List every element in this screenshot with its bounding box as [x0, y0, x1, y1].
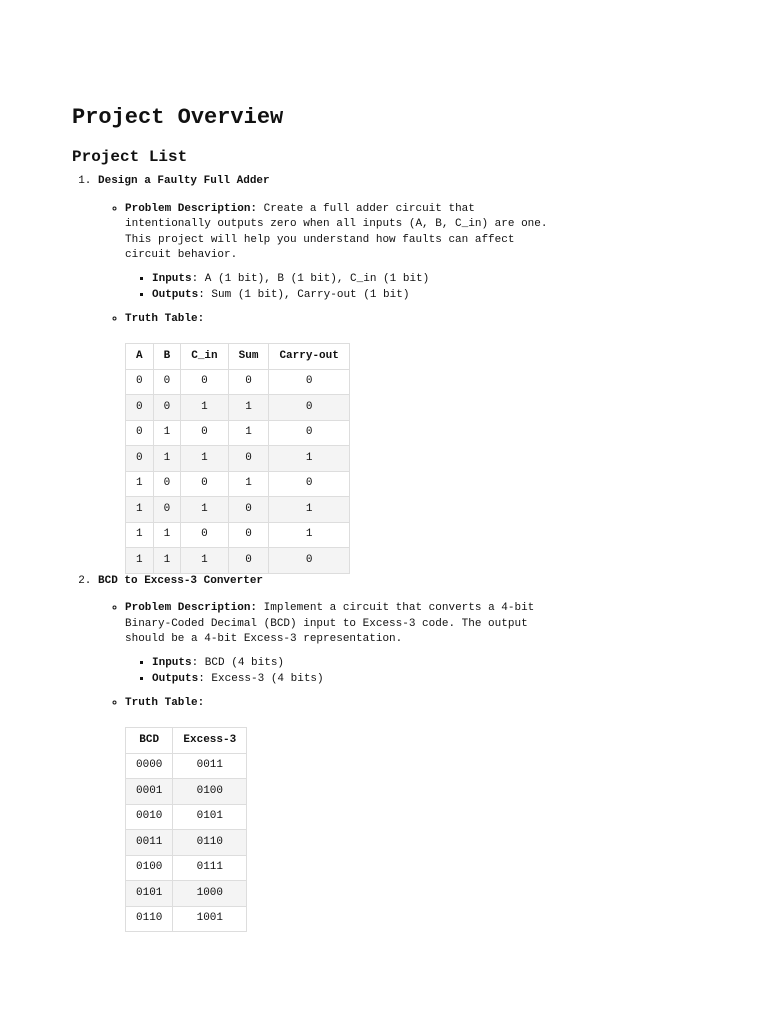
truth-table [125, 727, 247, 932]
problem-description [125, 202, 565, 264]
truth-table-label: Truth Table: [125, 312, 205, 325]
inputs-text: : A (1 bit), B (1 bit), C_in (1 bit) [191, 272, 430, 285]
table-cell: 0 [181, 471, 228, 497]
table-row [126, 881, 247, 907]
table-cell: 0 [228, 369, 269, 395]
table-cell: 1 [269, 522, 349, 548]
io-list [125, 272, 712, 304]
table-cell: 0 [269, 471, 349, 497]
table-header-cell: Excess-3 [173, 728, 247, 754]
table-cell: 0101 [126, 881, 173, 907]
truth-table-item [125, 312, 712, 574]
document-page [72, 100, 712, 932]
outputs-text: : Excess-3 (4 bits) [198, 673, 324, 685]
project-list [72, 174, 712, 932]
table-cell: 0 [228, 548, 269, 574]
outputs-text: : Sum (1 bit), Carry-out (1 bit) [198, 289, 410, 301]
table-cell: 1 [228, 471, 269, 497]
table-row [126, 395, 350, 421]
table-cell: 0 [126, 395, 154, 421]
table-row [126, 779, 247, 805]
table-cell: 0 [269, 420, 349, 446]
project-item-1 [98, 174, 712, 574]
inputs-label: Inputs [152, 272, 192, 285]
table-cell: 0 [153, 497, 181, 523]
table-cell: 0 [126, 369, 154, 395]
table-cell: 0000 [126, 753, 173, 779]
table-cell: 1 [181, 395, 228, 421]
table-cell: 0 [228, 497, 269, 523]
table-cell: 1 [126, 497, 154, 523]
project-title: BCD to Excess-3 Converter [98, 574, 264, 587]
table-cell: 0011 [126, 830, 173, 856]
table-cell: 0 [181, 420, 228, 446]
table-cell: 0011 [173, 753, 247, 779]
table-cell: 0 [269, 548, 349, 574]
table-cell: 0100 [173, 779, 247, 805]
table-cell: 1 [126, 471, 154, 497]
problem-label: Problem Description: [125, 202, 258, 215]
table-row [126, 855, 247, 881]
table-cell: 0010 [126, 804, 173, 830]
table-cell: 0 [228, 522, 269, 548]
table-cell: 1 [153, 420, 181, 446]
outputs-label: Outputs [152, 289, 199, 301]
project-details [98, 601, 712, 932]
table-cell: 1 [228, 395, 269, 421]
table-cell: 0110 [173, 830, 247, 856]
section-title: Project List [72, 148, 188, 166]
io-list [125, 656, 712, 688]
inputs-label: Inputs [152, 656, 192, 669]
table-row [126, 753, 247, 779]
table-cell: 0 [228, 446, 269, 472]
table-cell: 0 [181, 522, 228, 548]
table-header-cell: BCD [126, 728, 173, 754]
table-header-cell: Carry-out [269, 344, 349, 370]
outputs-label: Outputs [152, 673, 199, 685]
truth-table [125, 343, 350, 574]
table-cell: 0001 [126, 779, 173, 805]
table-cell: 0111 [173, 855, 247, 881]
table-cell: 1 [181, 497, 228, 523]
table-cell: 1 [228, 420, 269, 446]
table-cell: 0110 [126, 906, 173, 932]
table-row [126, 906, 247, 932]
project-details [98, 202, 712, 574]
table-cell: 0101 [173, 804, 247, 830]
table-cell: 0 [269, 369, 349, 395]
table-cell: 1000 [173, 881, 247, 907]
page-title: Project Overview [72, 105, 284, 130]
inputs-text: : BCD (4 bits) [191, 656, 285, 669]
table-header-cell: C_in [181, 344, 228, 370]
table-cell: 1 [153, 446, 181, 472]
table-header-row [126, 344, 350, 370]
table-cell: 0 [181, 369, 228, 395]
table-row [126, 830, 247, 856]
table-cell: 0 [153, 369, 181, 395]
truth-table-label: Truth Table: [125, 696, 205, 709]
problem-text: Implement a circuit that converts a 4-bit Binary-Coded Decimal (BCD) input to Excess-3 code. The output should be a 4-bit Excess-3 representation. [125, 602, 535, 645]
problem-description [125, 601, 565, 648]
table-cell: 0 [153, 395, 181, 421]
project-item-2 [98, 574, 712, 933]
table-cell: 1 [269, 497, 349, 523]
table-cell: 1 [181, 446, 228, 472]
truth-table-item [125, 696, 712, 933]
table-cell: 0 [153, 471, 181, 497]
table-row [126, 471, 350, 497]
table-cell: 0 [269, 395, 349, 421]
problem-label: Problem Description: [125, 602, 258, 614]
table-cell: 1 [269, 446, 349, 472]
table-body [126, 753, 247, 932]
problem-text: Create a full adder circuit that intentionally outputs zero when all inputs (A, B, C_in) are one. This project will help you understand how faults can affect circuit behavior. [125, 202, 548, 261]
outputs-item [152, 672, 712, 688]
table-row [126, 804, 247, 830]
table-header-cell: B [153, 344, 181, 370]
inputs-item [152, 272, 712, 288]
table-header-row [126, 728, 247, 754]
table-cell: 1 [126, 548, 154, 574]
table-cell: 1 [153, 548, 181, 574]
table-row [126, 369, 350, 395]
table-header-cell: A [126, 344, 154, 370]
table-body [126, 369, 350, 573]
inputs-item [152, 656, 712, 672]
outputs-item [152, 288, 712, 304]
table-row [126, 420, 350, 446]
table-row [126, 497, 350, 523]
table-cell: 1 [181, 548, 228, 574]
project-title: Design a Faulty Full Adder [98, 175, 270, 187]
table-cell: 1 [126, 522, 154, 548]
problem-description-item [125, 202, 712, 304]
table-cell: 0 [126, 446, 154, 472]
table-cell: 1 [153, 522, 181, 548]
table-header-cell: Sum [228, 344, 269, 370]
table-row [126, 446, 350, 472]
table-cell: 0100 [126, 855, 173, 881]
table-cell: 1001 [173, 906, 247, 932]
table-row [126, 548, 350, 574]
problem-description-item [125, 601, 712, 688]
table-cell: 0 [126, 420, 154, 446]
table-row [126, 522, 350, 548]
